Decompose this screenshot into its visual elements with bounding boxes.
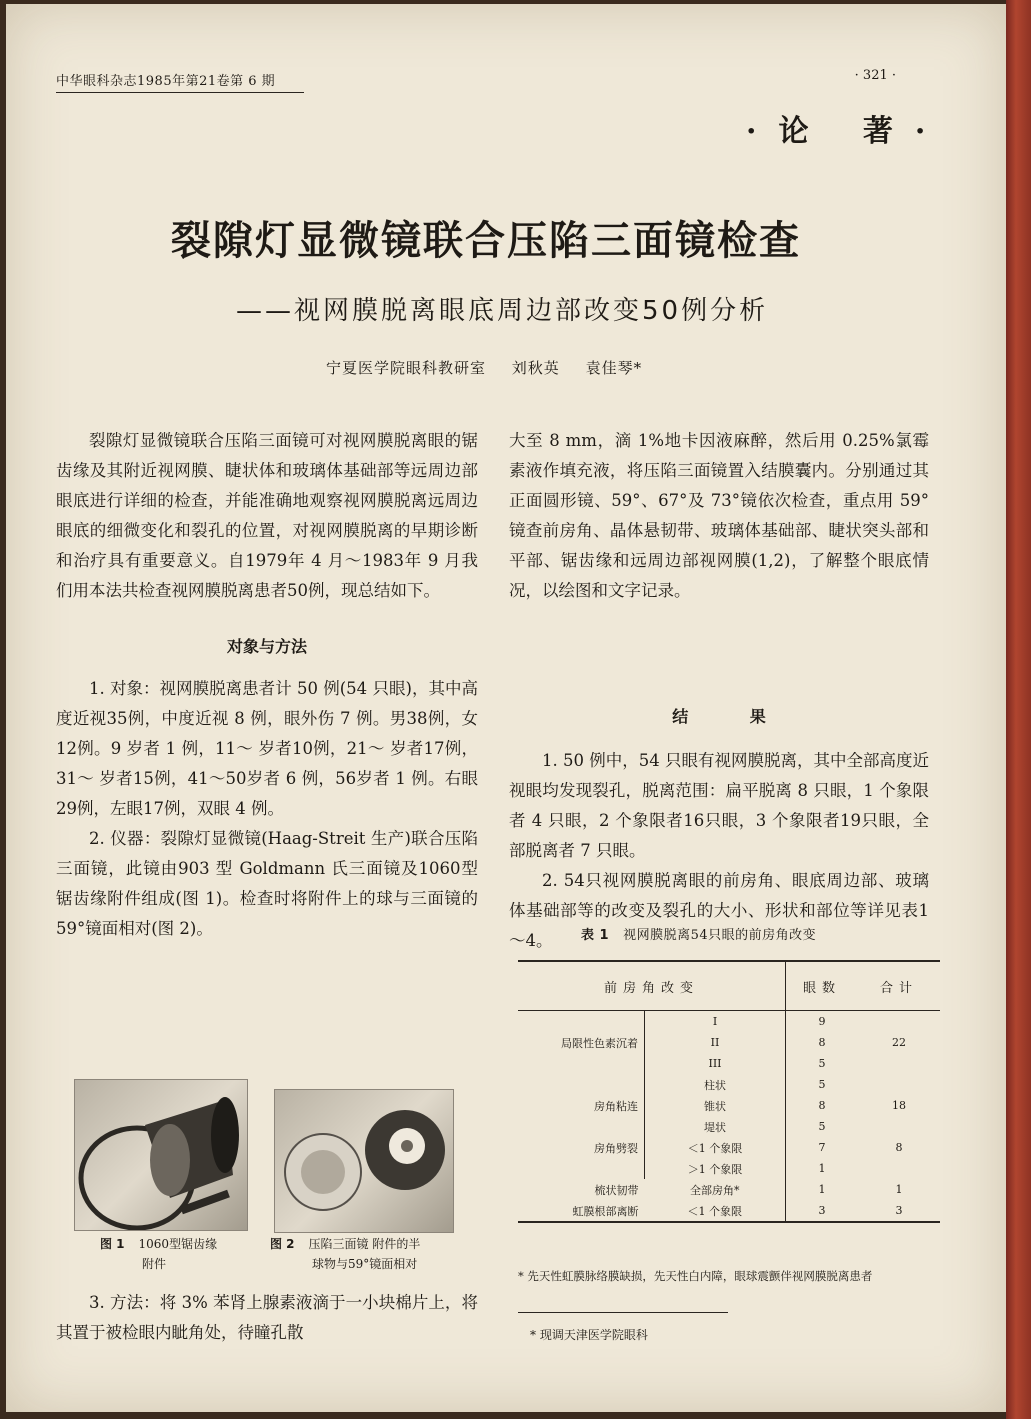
book-spine (1006, 0, 1031, 1419)
table-1-caption: 表 1 视网膜脱离54只眼的前房角改变 (581, 928, 817, 943)
figure-1-label: 图 1 (100, 1237, 125, 1251)
table-header: 前房角改变 (518, 962, 786, 1011)
journal-header: 中华眼科杂志1985年第21卷第 6 期 (56, 70, 304, 93)
table-header: 合计 (858, 962, 940, 1011)
left-column-bottom (56, 1288, 478, 1348)
table-1-label: 表 1 (581, 928, 610, 943)
journal-page (6, 4, 1006, 1412)
figure-2-photo (274, 1089, 454, 1233)
table-row: 柱状 5 (518, 1074, 940, 1095)
table-1-note: * 先天性虹膜脉络膜缺损，先天性白内障，眼球震颤伴视网膜脱离患者 (518, 1269, 873, 1283)
article-subtitle: ——视网膜脱离眼底周边部改变50例分析 (236, 296, 769, 326)
result-1-paragraph: 1. 50 例中，54 只眼有视网膜脱离，其中全部高度近视眼均发现裂孔，脱离范围：扁平脱离 8 只眼，1 个象限者 4 只眼，2 个象限者16只眼，3 个象限者19只眼，全部脱离者 7 只眼。 (509, 751, 929, 860)
author-footnote: * 现调天津医学院眼科 (530, 1328, 648, 1342)
method-paragraph: 3. 方法：将 3% 苯肾上腺素液滴于一小块棉片上，将其置于被检眼内眦角处，待瞳孔散 (56, 1293, 478, 1342)
affiliation: 宁夏医学院眼科教研室 (326, 359, 487, 377)
table-row: 梳状韧带 全部房角* 1 1 (518, 1179, 940, 1200)
methods-heading: 对象与方法 (226, 637, 307, 656)
table-row: 虹膜根部离断 ＜1 个象限 3 3 (518, 1200, 940, 1221)
table-header: 眼数 (786, 962, 859, 1011)
figure-1-caption: 图 1 1060型锯齿缘 附件 (100, 1237, 218, 1271)
method-continued-paragraph: 大至 8 mm，滴 1%地卡因液麻醉，然后用 0.25%氯霉素液作填充液，将压陷三面镜置入结膜囊内。分别通过其正面圆形镜、59°、67°及 73°镜依次检查，重点用 59°镜查前房角、晶体悬韧带、玻璃体基础部、睫状突头部和平部、锯齿缘和远周边部视网膜(1,2)，了解整个眼底情况，以绘图和文字记录。 (509, 431, 929, 600)
footnote-divider (518, 1312, 728, 1313)
right-column (509, 426, 929, 606)
table-row: III 5 (518, 1053, 940, 1074)
left-column (56, 426, 478, 944)
article-title: 裂隙灯显微镜联合压陷三面镜检查 (171, 217, 801, 264)
table-row: I 9 (518, 1011, 940, 1033)
instruments-paragraph: 2. 仪器：裂隙灯显微镜(Haag-Streit 生产)联合压陷三面镜，此镜由903 型 Goldmann 氏三面镜及1060型锯齿缘附件组成(图 1)。检查时将附件上的球与三面镜的59°镜面相对(图 2)。 (56, 829, 478, 938)
result-2-paragraph: 2. 54只视网膜脱离眼的前房角、眼底周边部、玻璃体基础部等的改变及裂孔的大小、形状和部位等详见表1～4。 (509, 871, 929, 950)
section-label: ·论 著· (746, 114, 948, 149)
results-heading: 结 果 (672, 707, 794, 726)
page-number: · 321 · (854, 68, 896, 83)
table-row: 堤状 5 (518, 1116, 940, 1137)
author-2: 袁佳琴* (585, 359, 643, 377)
author-1: 刘秋英 (511, 359, 560, 377)
results-section (509, 702, 929, 956)
subjects-paragraph: 1. 对象：视网膜脱离患者计 50 例(54 只眼)，其中高度近视35例，中度近视 8 例，眼外伤 7 例。男38例，女12例。9 岁者 1 例，11～ 岁者10例，21～ 岁者17例，31～ 岁者15例，41～50岁者 6 例，56岁者 1 例。右眼29例，左眼17例，双眼 4 例。 (56, 679, 478, 818)
table-row: 房角粘连 锥状 8 18 (518, 1095, 940, 1116)
table-row: 房角劈裂 ＜1 个象限 7 8 (518, 1137, 940, 1158)
author-line (326, 357, 642, 378)
table-row: ＞1 个象限 1 (518, 1158, 940, 1179)
figure-2-label: 图 2 (270, 1237, 295, 1251)
table-row: 局限性色素沉着 II 8 22 (518, 1032, 940, 1053)
figure-2-caption: 图 2 压陷三面镜 附件的半 球物与59°镜面相对 (270, 1237, 421, 1271)
intro-paragraph: 裂隙灯显微镜联合压陷三面镜可对视网膜脱离眼的锯齿缘及其附近视网膜、睫状体和玻璃体基础部等远周边部眼底进行详细的检查，并能准确地观察视网膜脱离远周边眼底的细微变化和裂孔的位置，对视网膜脱离的早期诊断和治疗具有重要意义。自1979年 4 月～1983年 9 月我们用本法共检查视网膜脱离患者50例，现总结如下。 (56, 431, 478, 600)
table-1 (518, 960, 940, 1223)
figure-1-photo (74, 1079, 248, 1231)
